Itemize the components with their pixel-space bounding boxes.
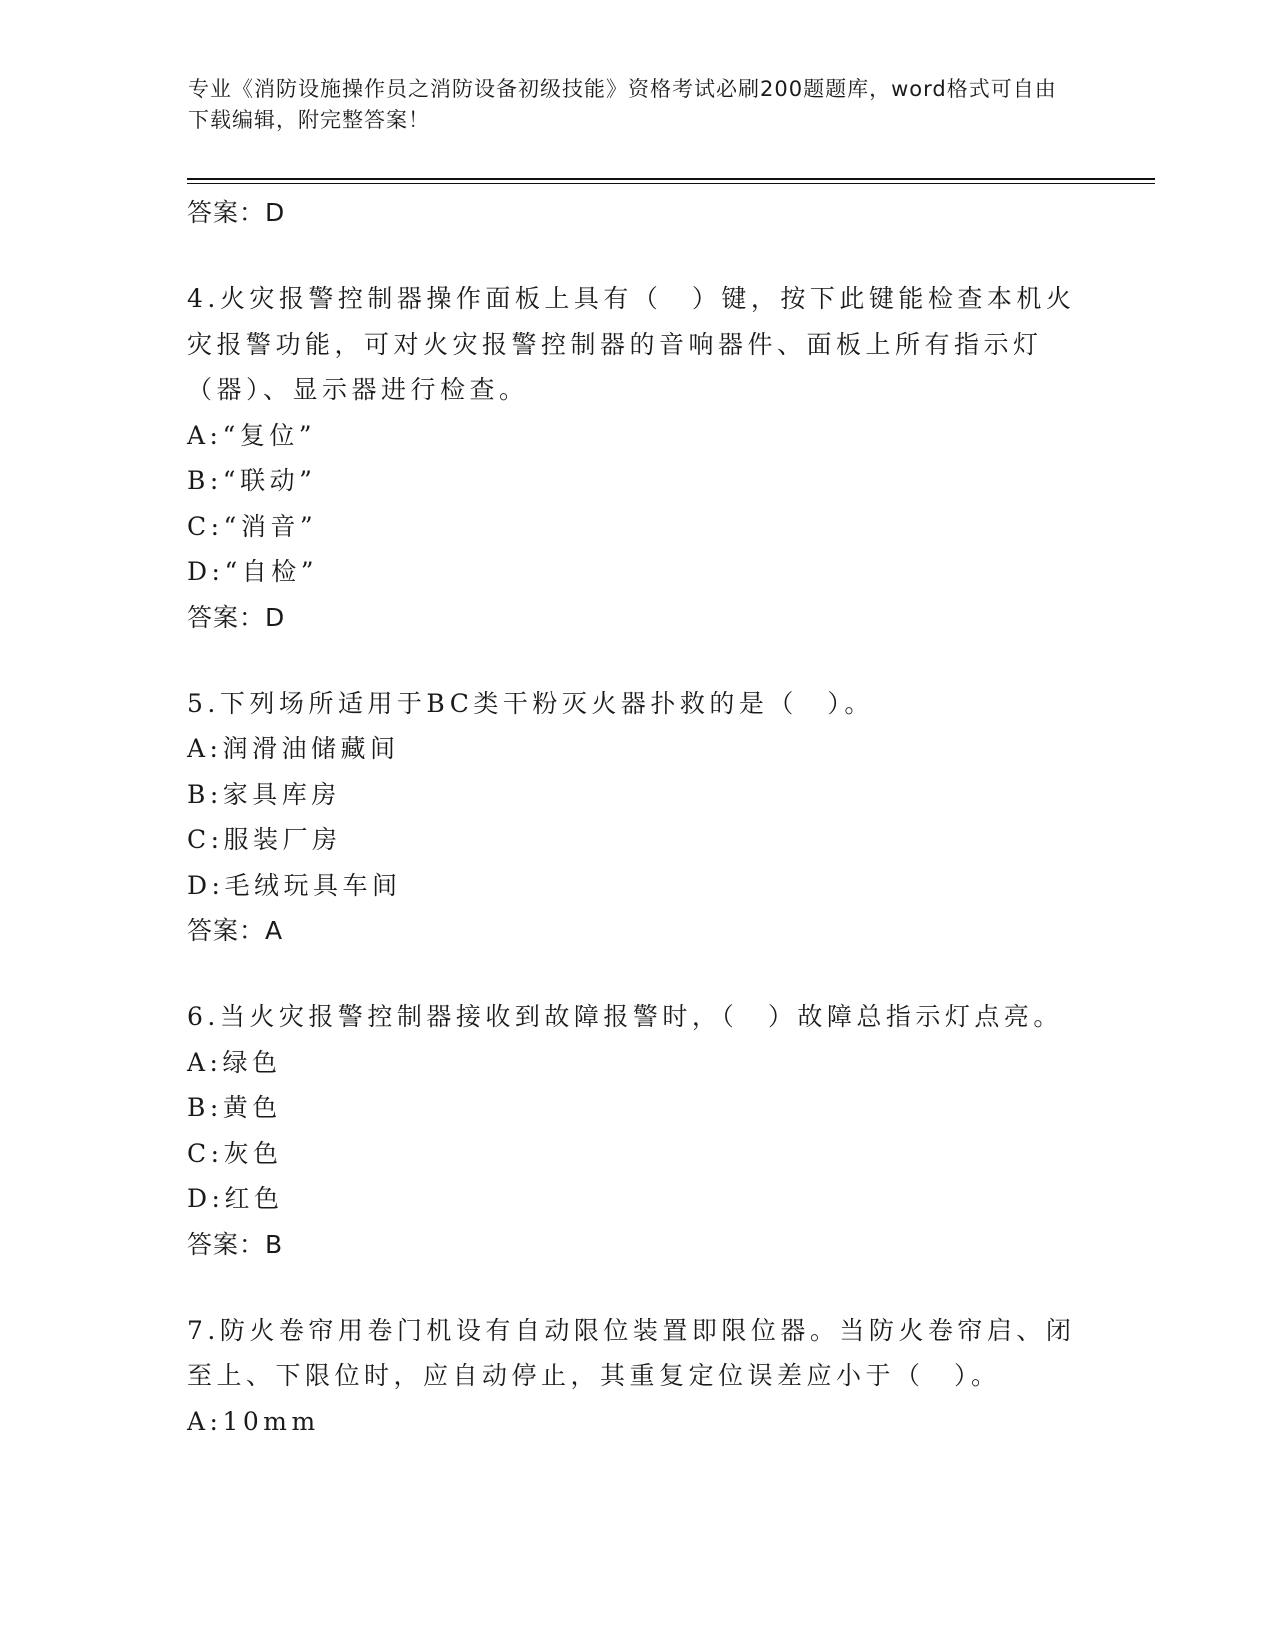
option-b: B:“联动” bbox=[187, 466, 317, 495]
option-c: C:灰色 bbox=[187, 1138, 283, 1168]
answer-line: 答案：D bbox=[187, 602, 286, 632]
option-c: C:服装厂房 bbox=[187, 825, 342, 854]
option-c: C:“消音” bbox=[187, 511, 318, 541]
option-a: A:润滑油储藏间 bbox=[187, 734, 400, 763]
question-text: 4.火灾报警控制器操作面板上具有（ ）键，按下此键能检查本机火灾报警功能，可对火灾报警控制器的音响器件、面板上所有指示灯（器）、显示器进行检查。 bbox=[187, 284, 1076, 404]
question-5 bbox=[187, 681, 1087, 954]
option-a: A:10mm bbox=[187, 1406, 320, 1436]
option-d: D:“自检” bbox=[187, 557, 319, 586]
header-divider-thin bbox=[187, 183, 1155, 184]
option-a: A:绿色 bbox=[187, 1047, 282, 1077]
question-text: 7.防火卷帘用卷门机设有自动限位装置即限位器。当防火卷帘启、闭至上、下限位时，应自动停止，其重复定位误差应小于（ ）。 bbox=[187, 1315, 1076, 1390]
option-a: A:“复位” bbox=[187, 420, 317, 450]
header-divider-thick bbox=[187, 178, 1155, 180]
question-4 bbox=[187, 276, 1087, 640]
question-6 bbox=[187, 994, 1087, 1267]
document-header: 专业《消防设施操作员之消防设备初级技能》资格考试必刷200题题库，word格式可自由下载编辑，附完整答案！ bbox=[188, 77, 1057, 132]
question-list bbox=[187, 190, 1087, 1444]
question-text: 6.当火灾报警控制器接收到故障报警时，（ ）故障总指示灯点亮。 bbox=[187, 1002, 1063, 1031]
answer-line: 答案：D bbox=[187, 198, 286, 227]
option-d: D:毛绒玩具车间 bbox=[187, 870, 402, 900]
option-d: D:红色 bbox=[187, 1184, 284, 1213]
question-text: 5.下列场所适用于BC类干粉灭火器扑救的是（ ）。 bbox=[187, 688, 874, 718]
option-b: B:家具库房 bbox=[187, 779, 341, 809]
answer-line: 答案：A bbox=[187, 916, 284, 945]
option-b: B:黄色 bbox=[187, 1093, 282, 1122]
question-7 bbox=[187, 1308, 1087, 1445]
answer-line: 答案：B bbox=[187, 1229, 284, 1259]
